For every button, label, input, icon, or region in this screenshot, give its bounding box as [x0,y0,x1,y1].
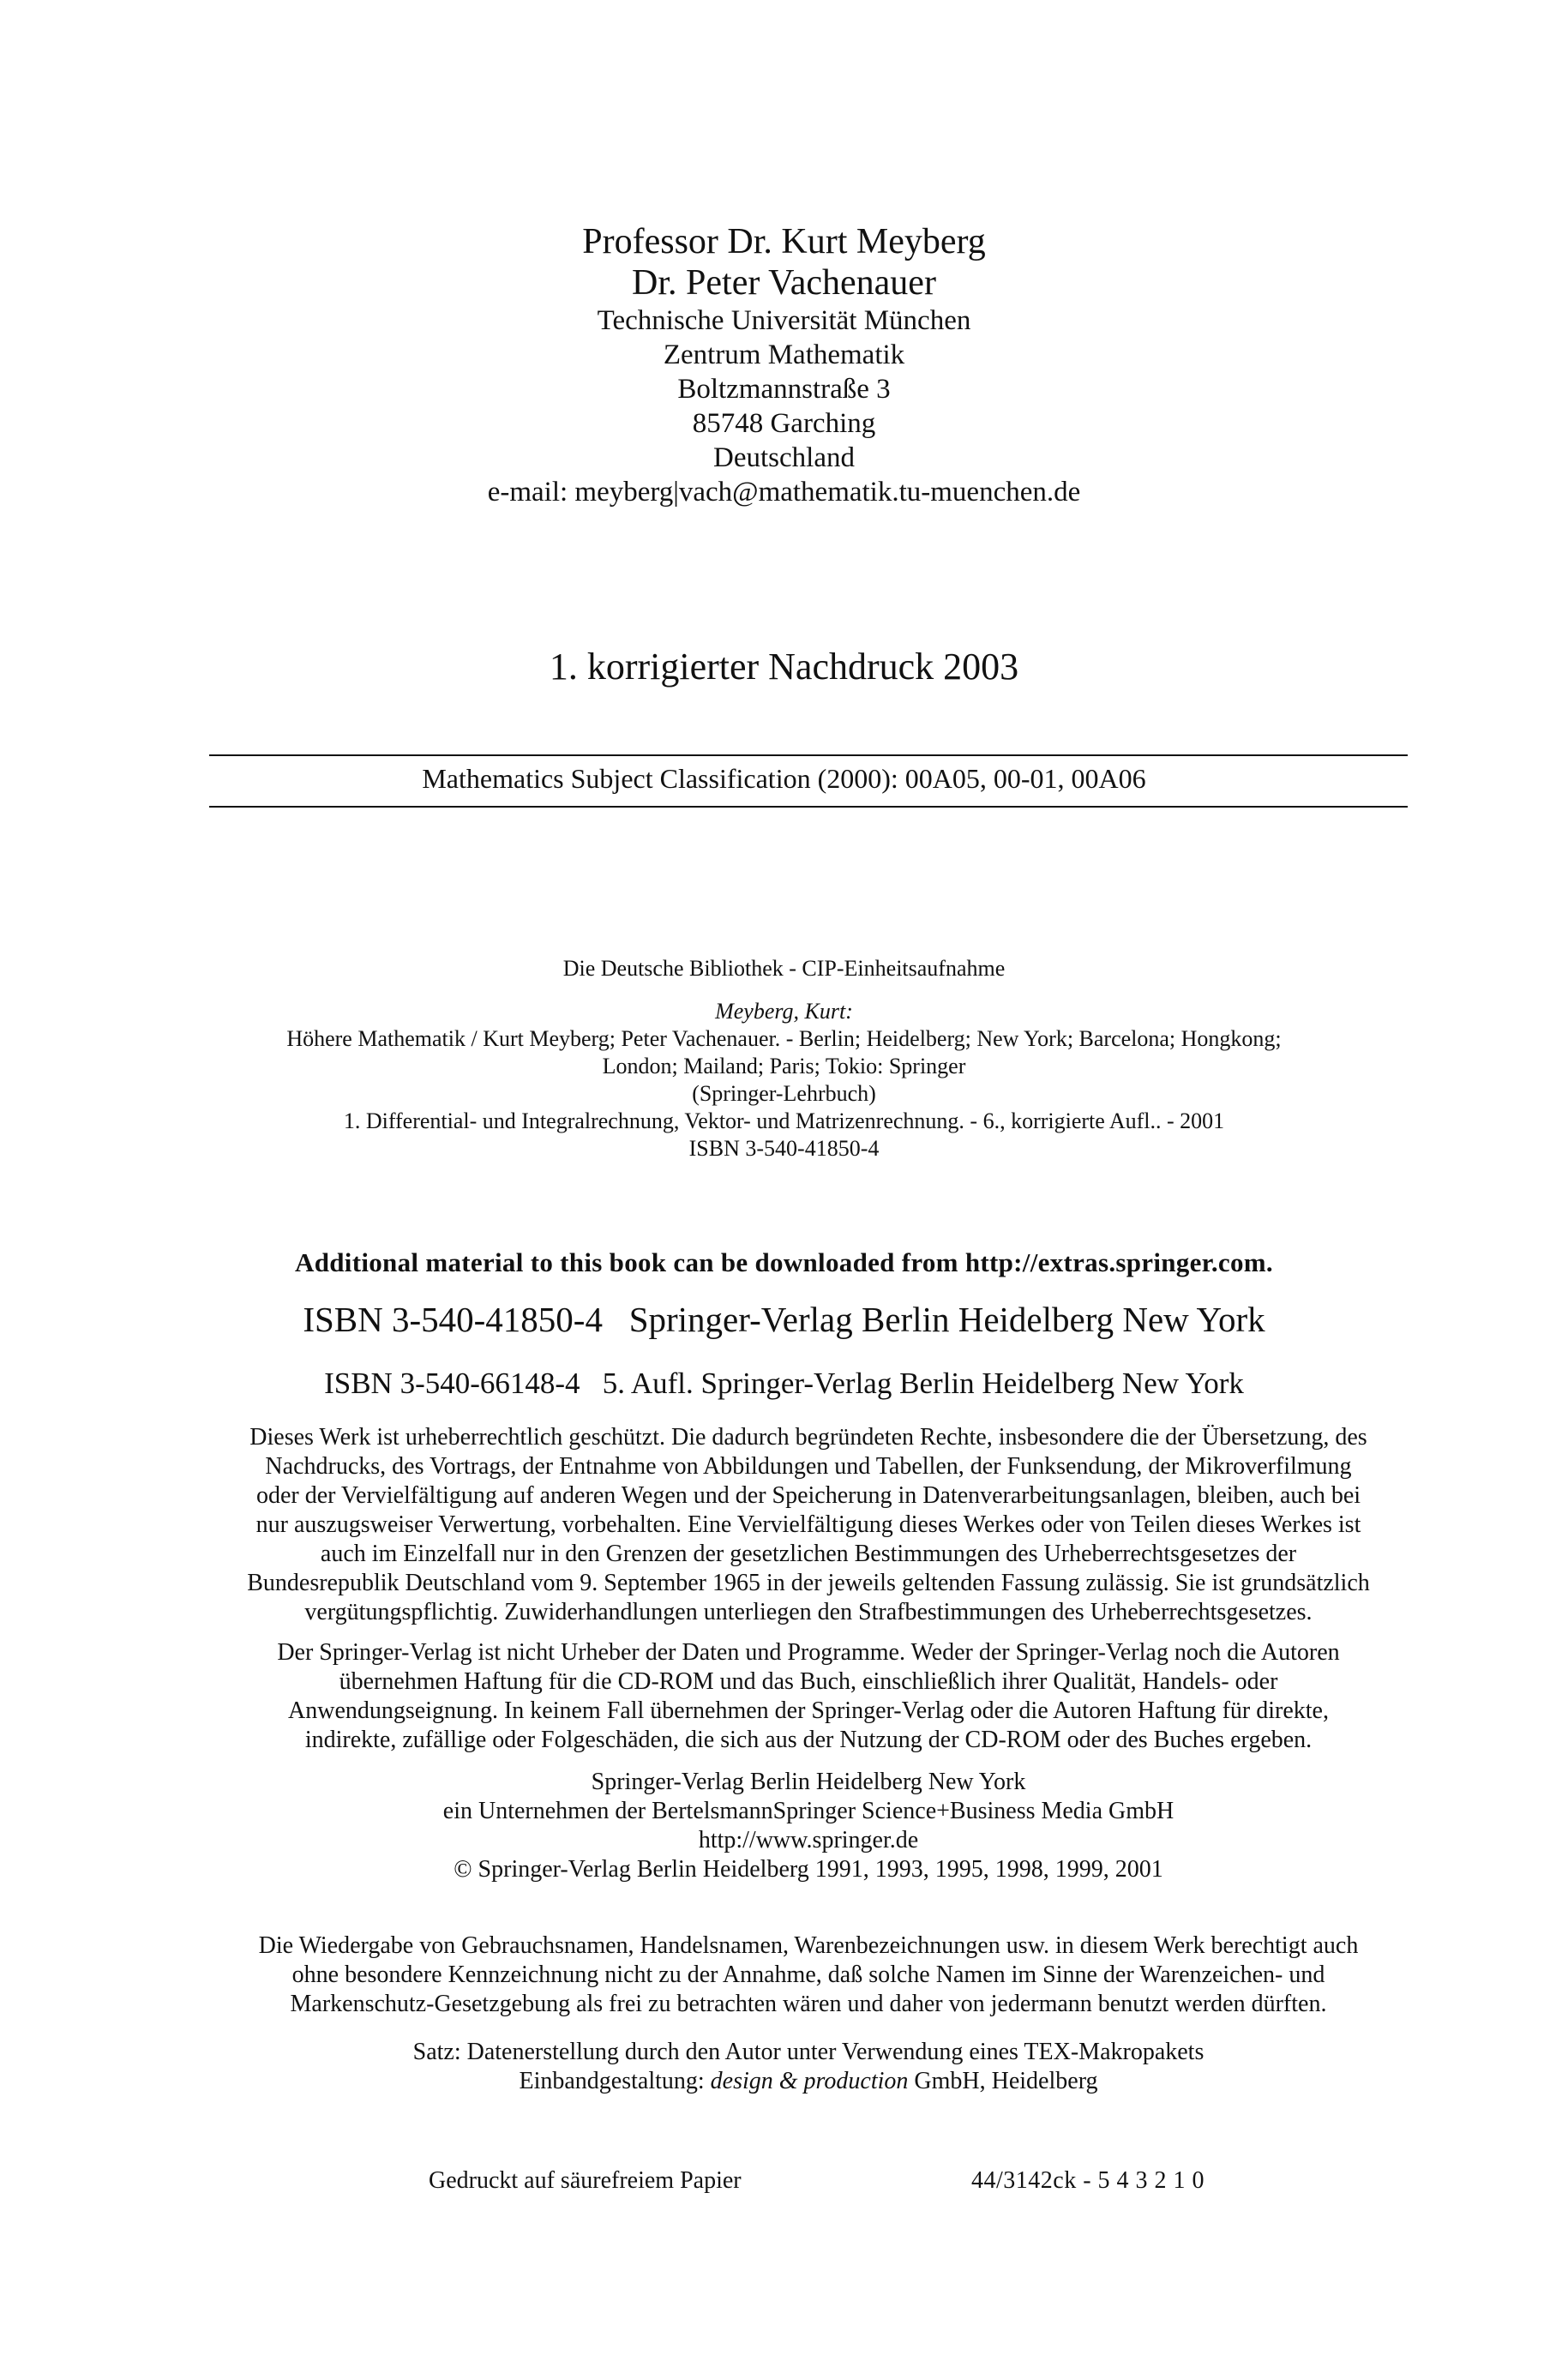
paragraph-line: nur auszugsweiser Verwertung, vorbehalten. Eine Vervielfältigung dieses Werkes oder von Teilen dieses Werkes ist [255,1511,1361,1538]
cip-header: Die Deutsche Bibliothek - CIP-Einheitsaufnahme [562,956,1006,981]
address-line: Technische Universität München [597,305,971,336]
cover-credit: Einbandgestaltung: design & production GmbH, Heidelberg [519,2068,1098,2094]
cip-line: (Springer-Lehrbuch) [692,1081,876,1106]
cip-isbn: ISBN 3-540-41850-4 [688,1136,880,1161]
paragraph-line: vergütungspflichtig. Zuwiderhandlungen unterliegen den Strafbestimmungen des Urheberrechtsgesetzes. [304,1599,1313,1625]
cip-line: 1. Differential- und Integralrechnung, Vektor- und Matrizenrechnung. - 6., korrigierte Aufl.. - 2001 [343,1108,1225,1133]
publisher-block [213,1768,1404,1884]
paragraph-line: auch im Einzelfall nur in den Grenzen der gesetzlichen Bestimmungen des Urheberrechtsgesetzes der [320,1541,1297,1567]
cip-author: Meyberg, Kurt: [715,999,853,1024]
author-name: Professor Dr. Kurt Meyberg [582,222,986,261]
address-line: Zentrum Mathematik [663,339,905,370]
reprint-notice: 1. korrigierter Nachdruck 2003 [549,646,1019,688]
additional-material-note: Additional material to this book can be downloaded from http://extras.springer.com. [295,1247,1273,1277]
publisher-line: ein Unternehmen der BertelsmannSpringer Science+Business Media GmbH [442,1798,1174,1824]
disclaimer-paragraph [213,1638,1404,1755]
paragraph-line: ohne besondere Kennzeichnung nicht zu der Annahme, daß solche Namen im Sinne der Warenzeichen- und [291,1961,1325,1988]
isbn-primary: ISBN 3-540-41850-4 Springer-Verlag Berlin Heidelberg New York [303,1300,1265,1339]
paragraph-line: Anwendungseignung. In keinem Fall übernehmen der Springer-Verlag oder die Autoren Haftung für direkte, [288,1697,1329,1724]
cip-line: London; Mailand; Paris; Tokio: Springer [602,1054,966,1078]
email-line: e-mail: meyberg|vach@mathematik.tu-muenchen.de [487,477,1081,508]
paragraph-line: Die Wiedergabe von Gebrauchsnamen, Handelsnamen, Warenbezeichnungen usw. in diesem Werk berechtigt auch [258,1932,1359,1959]
paragraph-line: oder der Vervielfältigung auf anderen Wegen und der Speicherung in Datenverarbeitungsanlagen, bleiben, auch bei [255,1482,1361,1509]
publisher-url: http://www.springer.de [698,1827,919,1853]
production-credits [213,2038,1404,2096]
copyright-paragraph [213,1423,1404,1627]
trademark-paragraph [213,1931,1404,2019]
copyright-line: © Springer-Verlag Berlin Heidelberg 1991, 1993, 1995, 1998, 1999, 2001 [454,1856,1163,1883]
divider [209,806,1408,808]
divider [209,754,1408,756]
publisher-line: Springer-Verlag Berlin Heidelberg New York [591,1769,1026,1795]
author-name: Dr. Peter Vachenauer [632,263,936,303]
address-line: Boltzmannstraße 3 [677,374,891,405]
paragraph-line: übernehmen Haftung für die CD-ROM und das Buch, einschließlich ihrer Qualität, Handels- oder [339,1668,1278,1695]
address-line: 85748 Garching [692,408,876,439]
author-block [0,221,1568,509]
paragraph-line: Nachdrucks, des Vortrags, der Entnahme von Abbildungen und Tabellen, der Funksendung, der Mikroverfilmung [265,1453,1352,1480]
isbn-secondary: ISBN 3-540-66148-4 5. Aufl. Springer-Verlag Berlin Heidelberg New York [324,1367,1244,1400]
paragraph-line: Bundesrepublik Deutschland vom 9. September 1965 in der jeweils geltenden Fassung zulässig. Sie ist grundsätzlich [247,1570,1370,1596]
address-line: Deutschland [713,442,855,473]
cip-record [0,955,1568,1162]
typesetting-credit: Satz: Datenerstellung durch den Autor unter Verwendung eines TEX-Makropakets [412,2039,1205,2065]
print-code: 44/3142ck - 5 4 3 2 1 0 [971,2167,1205,2194]
paper-note: Gedruckt auf säurefreiem Papier [429,2167,742,2194]
cip-line: Höhere Mathematik / Kurt Meyberg; Peter Vachenauer. - Berlin; Heidelberg; New York; Barcelona; Hongkong; [286,1026,1282,1051]
paragraph-line: Dieses Werk ist urheberrechtlich geschützt. Die dadurch begründeten Rechte, insbesondere die der Übersetzung, des [249,1424,1367,1451]
paragraph-line: indirekte, zufällige oder Folgeschäden, die sich aus der Nutzung der CD-ROM oder des Buches ergeben. [304,1727,1313,1753]
paragraph-line: Markenschutz-Gesetzgebung als frei zu betrachten wären und daher von jedermann benutzt werden dürften. [290,1991,1327,2017]
paragraph-line: Der Springer-Verlag ist nicht Urheber der Daten und Programme. Weder der Springer-Verlag noch die Autoren [277,1639,1340,1666]
msc-classification: Mathematics Subject Classification (2000): 00A05, 00-01, 00A06 [422,763,1146,794]
